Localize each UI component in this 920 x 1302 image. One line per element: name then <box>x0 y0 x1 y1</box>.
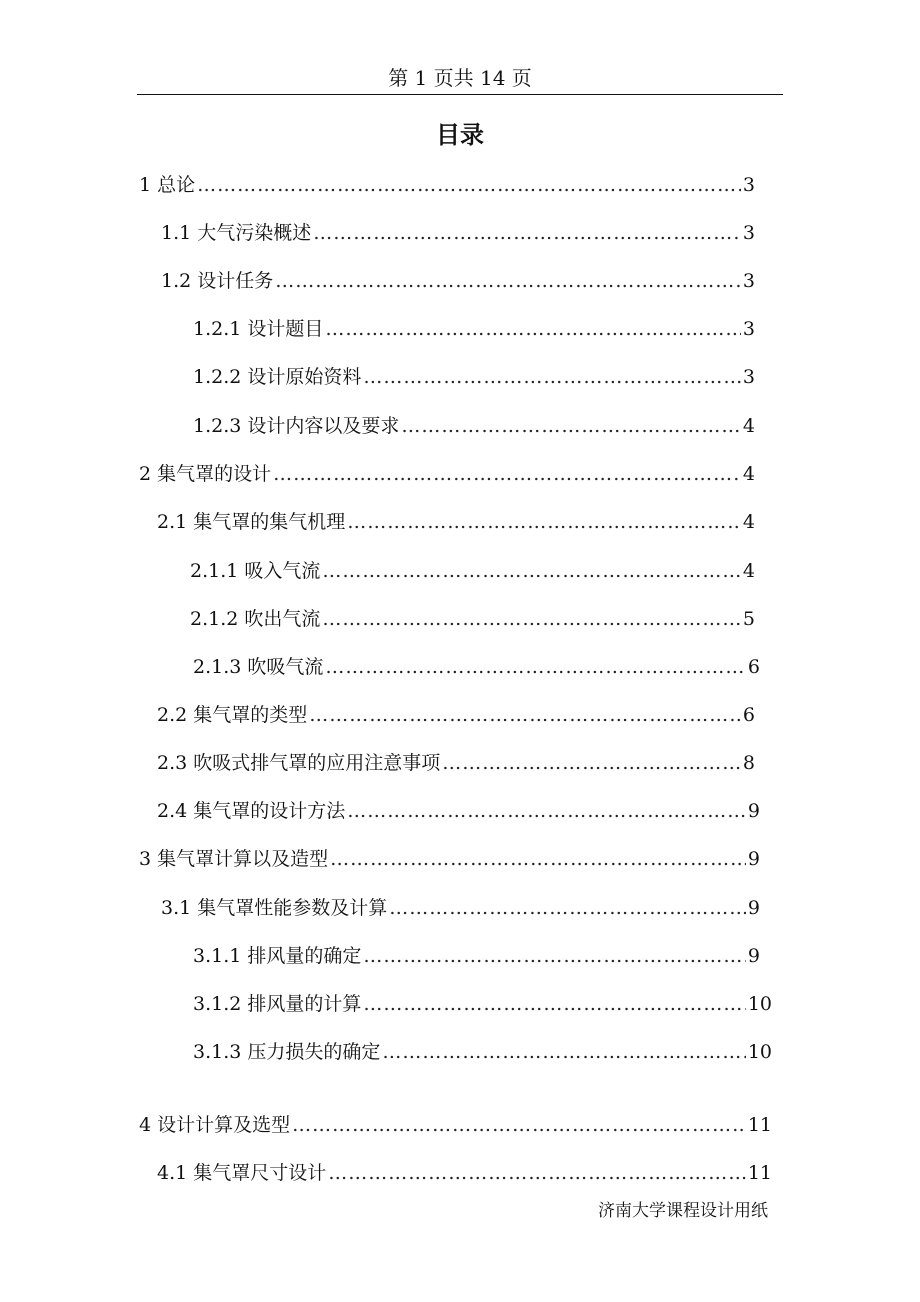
toc-dot-leader <box>330 844 746 874</box>
toc-entry[interactable] <box>193 314 755 344</box>
toc-entry-label: 2.1.2 吹出气流 <box>190 608 321 630</box>
toc-entry-page: 10 <box>747 993 772 1015</box>
toc-entry[interactable] <box>161 266 755 296</box>
toc-entry-page: 3 <box>742 270 755 292</box>
toc-entry-page: 11 <box>747 1162 772 1184</box>
toc-entry-page: 3 <box>742 174 755 196</box>
toc-entry-label: 1.2.1 设计题目 <box>193 318 324 340</box>
toc-entry[interactable] <box>190 556 755 586</box>
toc-entry-label: 2.1.1 吸入气流 <box>190 560 321 582</box>
footer-text: 济南大学课程设计用纸 <box>598 1201 768 1221</box>
toc-entry-page: 9 <box>747 848 760 870</box>
toc-dot-leader <box>325 652 746 682</box>
toc-entry-page: 3 <box>742 318 755 340</box>
toc-entry-page: 5 <box>742 608 755 630</box>
toc-dot-leader <box>363 989 745 1019</box>
toc-entry-label: 3.1.3 压力损失的确定 <box>193 1041 381 1063</box>
toc-entry-label: 1 总论 <box>139 174 196 196</box>
toc-entry[interactable] <box>139 1110 772 1140</box>
toc-entry-page: 8 <box>742 752 755 774</box>
toc-entry[interactable] <box>157 748 755 778</box>
toc-entry[interactable] <box>193 941 760 971</box>
toc-entry-page: 4 <box>742 415 755 437</box>
toc-dot-leader <box>292 1110 746 1140</box>
toc-entry[interactable] <box>193 362 755 392</box>
toc-entry-label: 1.2.2 设计原始资料 <box>193 366 362 388</box>
toc-dot-leader <box>363 362 741 392</box>
page-number-header: 第 1 页共 14 页 <box>388 66 532 90</box>
toc-entry-label: 1.2 设计任务 <box>161 270 274 292</box>
toc-entry[interactable] <box>157 796 760 826</box>
toc-entry[interactable] <box>193 652 760 682</box>
toc-dot-leader <box>382 1037 745 1067</box>
toc-entry-page: 6 <box>742 704 755 726</box>
toc-entry-label: 3.1.1 排风量的确定 <box>193 945 362 967</box>
toc-dot-leader <box>328 1158 746 1188</box>
toc-dot-leader <box>442 748 741 778</box>
toc-entry[interactable] <box>139 459 755 489</box>
toc-entry[interactable] <box>157 700 755 730</box>
toc-entry-label: 3.1.2 排风量的计算 <box>193 993 362 1015</box>
toc-entry[interactable] <box>190 604 755 634</box>
toc-entry[interactable] <box>157 507 755 537</box>
toc-dot-leader <box>322 604 741 634</box>
toc-entry[interactable] <box>193 989 772 1019</box>
toc-entry-page: 3 <box>742 366 755 388</box>
toc-dot-leader <box>322 556 741 586</box>
page-title: 目录 <box>436 121 484 149</box>
toc-entry-page: 9 <box>747 945 760 967</box>
toc-dot-leader <box>347 507 741 537</box>
toc-entry-page: 4 <box>742 463 755 485</box>
toc-entry-label: 2.1 集气罩的集气机理 <box>157 511 346 533</box>
toc-entry-page: 6 <box>747 656 760 678</box>
toc-dot-leader <box>309 700 741 730</box>
toc-entry-label: 2 集气罩的设计 <box>139 463 272 485</box>
toc-entry-label: 4 设计计算及选型 <box>139 1114 291 1136</box>
toc-entry-label: 2.4 集气罩的设计方法 <box>157 800 346 822</box>
toc-entry-page: 4 <box>742 511 755 533</box>
toc-entry-page: 11 <box>747 1114 772 1136</box>
toc-entry-page: 3 <box>742 222 755 244</box>
toc-entry-label: 3.1 集气罩性能参数及计算 <box>161 897 388 919</box>
toc-entry-page: 4 <box>742 560 755 582</box>
toc-entry[interactable] <box>139 844 760 874</box>
toc-entry[interactable] <box>161 893 760 923</box>
toc-entry-label: 2.2 集气罩的类型 <box>157 704 308 726</box>
toc-entry[interactable] <box>157 1158 772 1188</box>
toc-entry-page: 9 <box>747 897 760 919</box>
toc-entry-label: 1.1 大气污染概述 <box>161 222 312 244</box>
toc-dot-leader <box>325 314 741 344</box>
toc-dot-leader <box>197 170 741 200</box>
toc-entry-label: 4.1 集气罩尺寸设计 <box>157 1162 327 1184</box>
toc-entry-label: 1.2.3 设计内容以及要求 <box>193 415 400 437</box>
toc-dot-leader <box>275 266 741 296</box>
toc-entry[interactable] <box>139 170 755 200</box>
toc-entry-label: 2.3 吹吸式排气罩的应用注意事项 <box>157 752 441 774</box>
toc-dot-leader <box>347 796 746 826</box>
toc-entry[interactable] <box>193 411 755 441</box>
toc-dot-leader <box>363 941 746 971</box>
toc-entry-label: 2.1.3 吹吸气流 <box>193 656 324 678</box>
toc-entry-label: 3 集气罩计算以及造型 <box>139 848 329 870</box>
toc-dot-leader <box>313 218 741 248</box>
toc-entry[interactable] <box>161 218 755 248</box>
toc-dot-leader <box>401 411 741 441</box>
toc-entry-page: 10 <box>747 1041 772 1063</box>
toc-entry[interactable] <box>193 1037 772 1067</box>
toc-dot-leader <box>273 459 741 489</box>
toc-dot-leader <box>389 893 746 923</box>
toc-entry-page: 9 <box>747 800 760 822</box>
